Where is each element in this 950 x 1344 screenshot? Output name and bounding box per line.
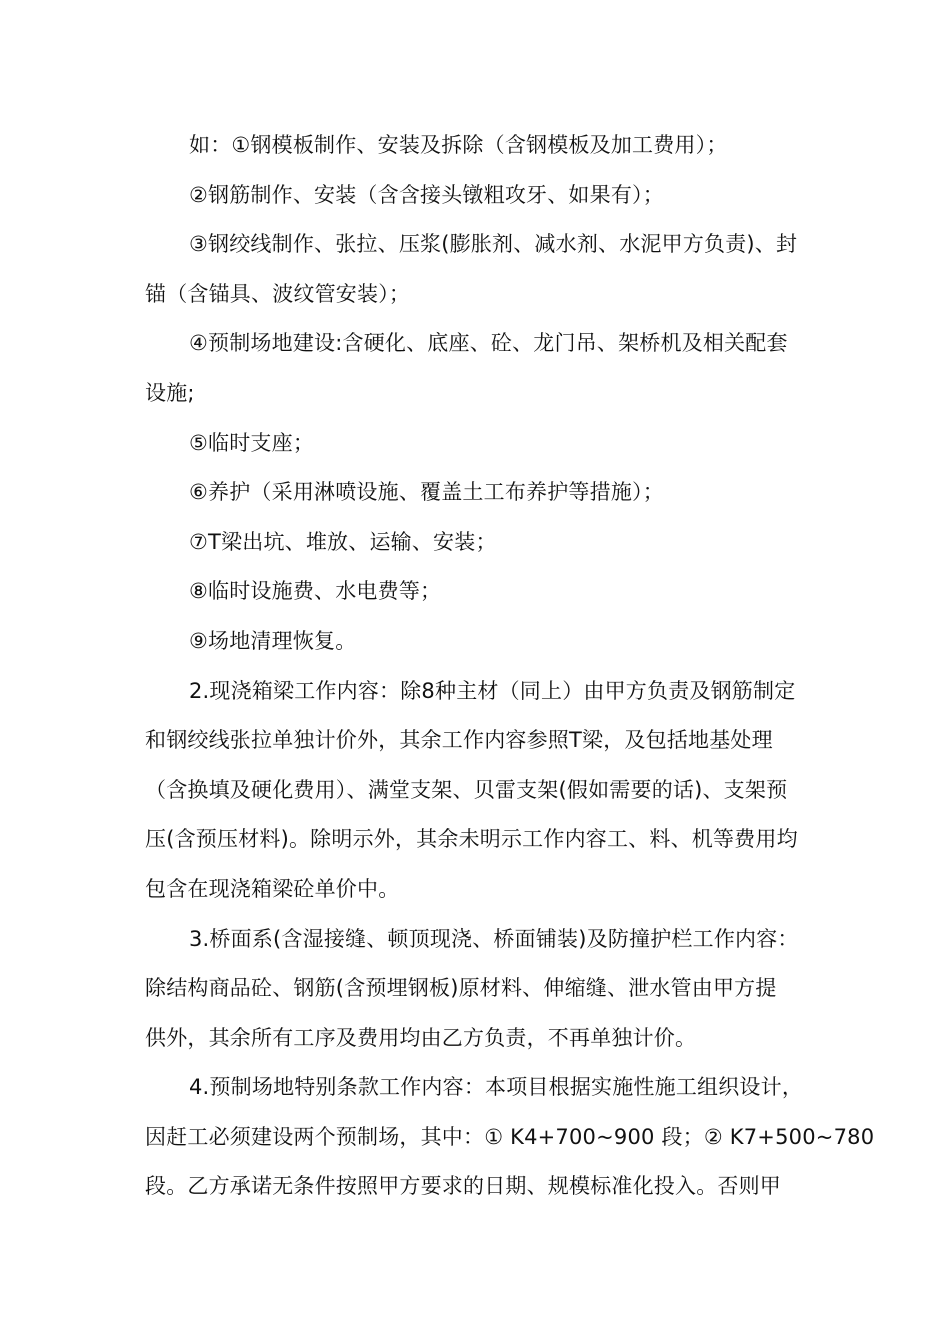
- paragraph: [145, 624, 810, 674]
- text-line: ⑤临时支座；: [189, 430, 315, 455]
- paragraph: [145, 525, 810, 575]
- paragraph: [145, 475, 810, 525]
- paragraph: [145, 922, 810, 1071]
- text-line: 锚（含锚具、波纹管安装）；: [145, 281, 411, 306]
- paragraph: [145, 326, 810, 425]
- text-line: （含换填及硬化费用）、满堂支架、贝雷支架(假如需要的话)、支架预: [145, 777, 788, 802]
- text-line: ④预制场地建设:含硬化、底座、砼、龙门吊、架桥机及相关配套: [189, 331, 788, 356]
- paragraph: [145, 574, 810, 624]
- text-line: 4.预制场地特别条款工作内容：本项目根据实施性施工组织设计，: [189, 1075, 804, 1100]
- text-line: 供外，其余所有工序及费用均由乙方负责，不再单独计价。: [145, 1025, 697, 1050]
- text-line: 和钢绞线张拉单独计价外，其余工作内容参照T梁，及包括地基处理: [145, 728, 773, 753]
- text-line: 因赶工必须建设两个预制场，其中：① K4+700~900 段；② K7+500~780: [145, 1124, 875, 1149]
- text-line: 除结构商品砼、钢筋(含预埋钢板)原材料、伸缩缝、泄水管由甲方提: [145, 976, 777, 1001]
- document-page: [145, 128, 875, 1219]
- text-line: 压(含预压材料)。除明示外，其余未明示工作内容工、料、机等费用均: [145, 827, 798, 852]
- text-line: 3.桥面系(含湿接缝、顿顶现浇、桥面铺装)及防撞护栏工作内容：: [189, 926, 799, 951]
- text-line: ⑨场地清理恢复。: [189, 628, 357, 653]
- paragraph: [145, 674, 810, 922]
- paragraph: [145, 128, 810, 178]
- text-line: 设施;: [145, 380, 195, 405]
- text-line: 段。乙方承诺无条件按照甲方要求的日期、规模标准化投入。否则甲: [145, 1174, 781, 1199]
- text-line: ②钢筋制作、安装（含含接头镦粗攻牙、如果有）；: [189, 182, 664, 207]
- paragraph: [145, 227, 810, 326]
- paragraph: [145, 1070, 875, 1219]
- text-line: ⑧临时设施费、水电费等；: [189, 579, 442, 604]
- text-line: ⑦T梁出坑、堆放、运输、安装；: [189, 529, 497, 554]
- paragraph: [145, 426, 810, 476]
- text-line: 包含在现浇箱梁砼单价中。: [145, 876, 400, 901]
- text-line: ⑥养护（采用淋喷设施、覆盖土工布养护等措施）；: [189, 480, 664, 505]
- text-line: ③钢绞线制作、张拉、压浆(膨胀剂、减水剂、水泥甲方负责)、封: [189, 232, 798, 257]
- text-line: 2.现浇箱梁工作内容：除8种主材（同上）由甲方负责及钢筋制定: [189, 678, 796, 703]
- paragraph: [145, 178, 810, 228]
- text-line: 如：①钢模板制作、安装及拆除（含钢模板及加工费用）；: [189, 133, 728, 157]
